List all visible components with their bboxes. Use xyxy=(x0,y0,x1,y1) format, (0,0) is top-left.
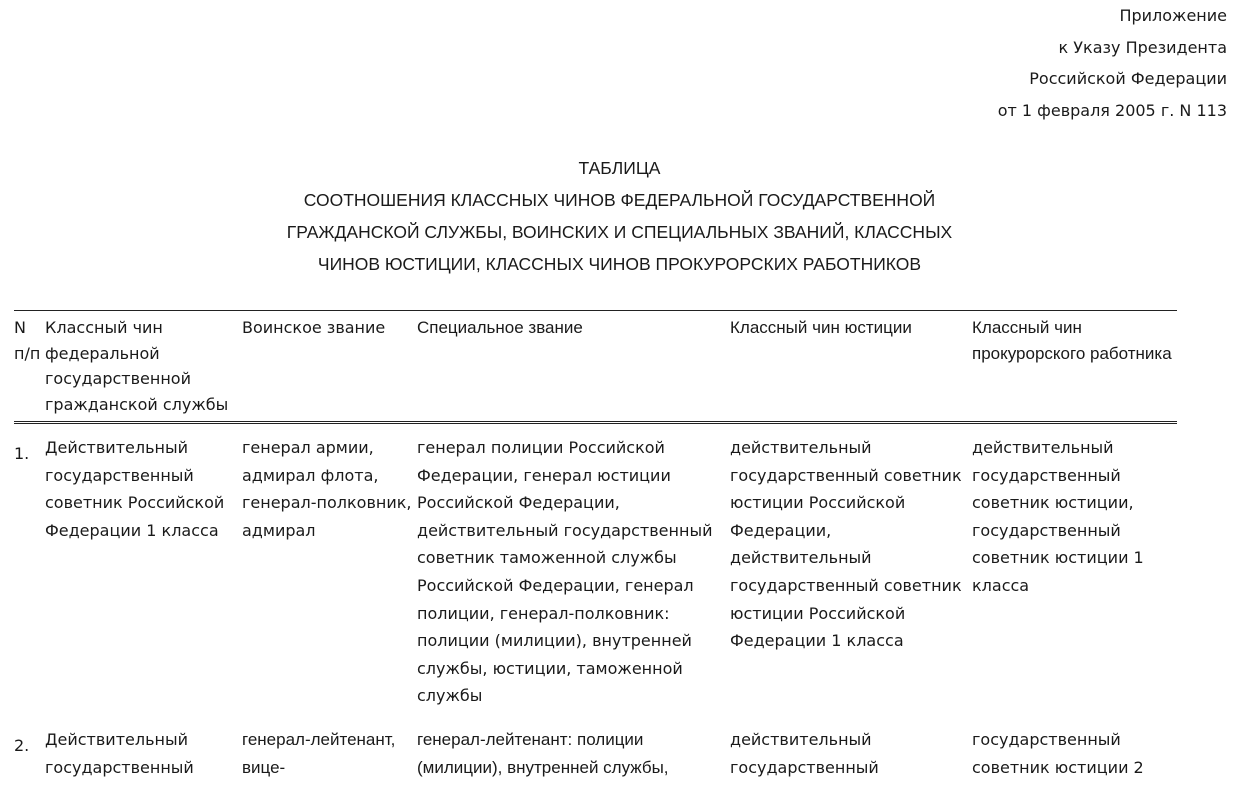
cell-prosecutor-rank: государственный советник юстиции 2 xyxy=(972,729,1144,777)
header-number: N п/п xyxy=(14,311,45,423)
cell-justice-rank: действительный государственный советник юстиции Российской Федерации, действительный государственный советник юстиции Российской Федерации 1 класса xyxy=(730,438,962,651)
header-prosecutor-rank: Классный чин прокурорского работника xyxy=(972,311,1177,423)
appendix-heading xyxy=(998,0,1227,126)
cell-civil-service-rank: Действительный государственный советник Российской Федерации 1 класса xyxy=(45,438,225,540)
row-number-text: 1. xyxy=(14,444,30,463)
document-title xyxy=(0,152,1241,280)
rank-correspondence-table xyxy=(14,310,1177,787)
cell-civil-service-rank: Действительный государственный xyxy=(45,729,194,777)
row-number xyxy=(14,423,45,716)
appendix-line: Российской Федерации xyxy=(1029,69,1227,88)
table-row xyxy=(14,423,1177,716)
header-special-rank: Специальное звание xyxy=(417,311,730,423)
header-civil-service-rank: Классный чин федеральной государственной гражданской службы xyxy=(45,311,242,423)
cell-military-rank: генерал армии, адмирал флота, генерал-полковник, адмирал xyxy=(242,438,412,540)
appendix-line: к Указу Президента xyxy=(1058,37,1227,57)
cell-military-rank: генерал-лейтенант, вице- xyxy=(242,729,396,777)
table-row xyxy=(14,716,1177,787)
title-line: ТАБЛИЦА xyxy=(578,158,661,178)
cell-special-rank: генерал-лейтенант: полиции (милиции), внутренней службы, xyxy=(417,729,669,777)
header-military-rank: Воинское звание xyxy=(242,311,417,423)
cell-justice-rank: действительный государственный xyxy=(730,729,879,777)
title-line: ГРАЖДАНСКОЙ СЛУЖБЫ, ВОИНСКИХ И СПЕЦИАЛЬНЫХ ЗВАНИЙ, КЛАССНЫХ xyxy=(286,222,953,242)
title-line: СООТНОШЕНИЯ КЛАССНЫХ ЧИНОВ ФЕДЕРАЛЬНОЙ ГОСУДАРСТВЕННОЙ xyxy=(303,190,936,210)
appendix-line: Приложение xyxy=(1119,6,1227,25)
header-justice-rank: Классный чин юстиции xyxy=(730,311,972,423)
cell-prosecutor-rank: действительный государственный советник юстиции, государственный советник юстиции 1 класса xyxy=(972,438,1144,595)
cell-special-rank: генерал полиции Российской Федерации, генерал юстиции Российской Федерации, действительный государственный советник таможенной службы Российской Федерации, генерал полиции, генерал-полковник: полиции (милиции), внутренней службы, юстиции, таможенной службы xyxy=(417,438,713,706)
appendix-line: от 1 февраля 2005 г. N 113 xyxy=(997,100,1227,120)
table-header-row xyxy=(14,311,1177,423)
row-number xyxy=(14,716,45,787)
row-number-text: 2. xyxy=(14,735,30,755)
title-line: ЧИНОВ ЮСТИЦИИ, КЛАССНЫХ ЧИНОВ ПРОКУРОРСКИХ РАБОТНИКОВ xyxy=(317,254,922,274)
